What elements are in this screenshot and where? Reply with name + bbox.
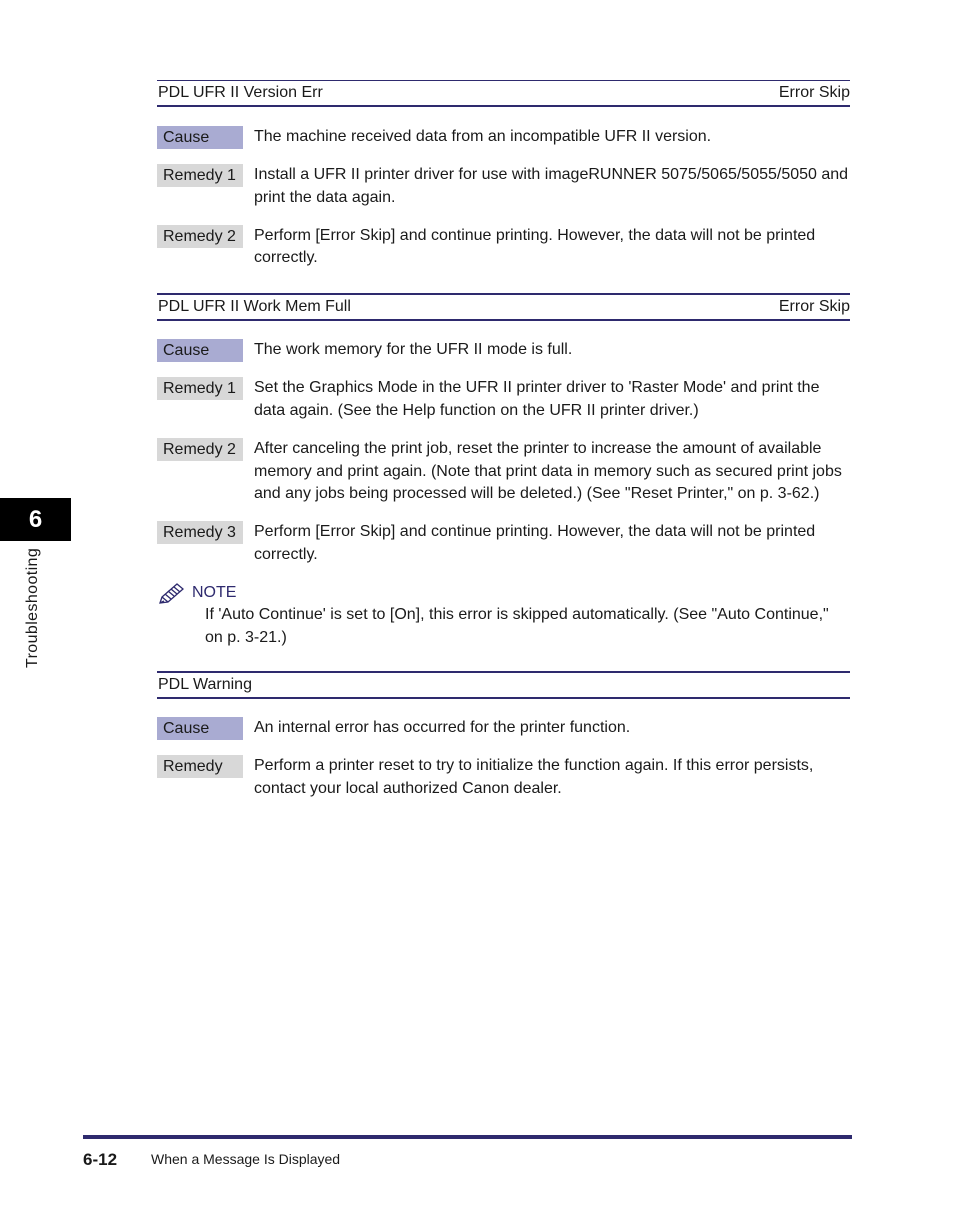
note-block (157, 581, 850, 650)
cause-label: Cause (157, 339, 243, 362)
chapter-label: Troubleshooting (24, 547, 41, 668)
section-action: Error Skip (778, 84, 850, 101)
section-pdl-warning (157, 671, 850, 801)
page-number: 6-12 (83, 1150, 118, 1169)
remedy-text: Perform [Error Skip] and continue printing. However, the data will not be printed correctly. (254, 523, 816, 563)
remedy-row (157, 438, 850, 506)
footer-title: When a Message Is Displayed (151, 1151, 341, 1167)
cause-text: An internal error has occurred for the printer function. (254, 719, 631, 737)
remedy-row (157, 521, 850, 567)
remedy-label: Remedy 1 (157, 377, 243, 400)
cause-text: The machine received data from an incompatible UFR II version. (254, 128, 712, 145)
cause-row (157, 126, 850, 149)
section-header (157, 671, 850, 699)
section-header (157, 80, 850, 107)
remedy-label: Remedy (157, 755, 243, 778)
cause-row (157, 339, 850, 362)
remedy-label: Remedy 2 (157, 438, 243, 461)
remedy-text: Set the Graphics Mode in the UFR II printer driver to 'Raster Mode' and print the data again. (See the Help function on the UFR II printer driver.) (254, 379, 820, 419)
section-title: PDL UFR II Work Mem Full (158, 298, 351, 316)
note-text: If 'Auto Continue' is set to [On], this error is skipped automatically. (See "Auto Continue," on p. 3-21.) (205, 605, 829, 646)
note-title: NOTE (192, 583, 237, 601)
section-work-mem-full (157, 293, 850, 649)
remedy-row (157, 755, 850, 801)
remedy-row (157, 377, 850, 423)
remedy-label: Remedy 2 (157, 225, 243, 248)
remedy-label: Remedy 3 (157, 521, 243, 544)
remedy-label: Remedy 1 (157, 164, 243, 187)
cause-label: Cause (157, 717, 243, 740)
remedy-text: After canceling the print job, reset the printer to increase the amount of available memory and print again. (Note that print data in memory such as secured print jobs and any jobs being processed will be deleted.) (See "Reset Printer," on p. 3-62.) (254, 439, 842, 503)
remedy-row (157, 225, 850, 271)
cause-label: Cause (157, 126, 243, 149)
cause-row (157, 717, 850, 740)
section-header (157, 293, 850, 321)
cause-text: The work memory for the UFR II mode is full. (254, 341, 573, 359)
main-content (157, 80, 850, 816)
chapter-number-tab: 6 (0, 498, 71, 541)
remedy-text: Perform [Error Skip] and continue printing. However, the data will not be printed correctly. (254, 226, 816, 267)
footer-rule (83, 1135, 852, 1139)
section-version-err (157, 80, 850, 270)
section-title: PDL Warning (158, 676, 252, 694)
remedy-text: Install a UFR II printer driver for use with imageRUNNER 5075/5065/5055/5050 and print the data again. (254, 166, 849, 206)
section-title: PDL UFR II Version Err (158, 84, 323, 101)
remedy-text: Perform a printer reset to try to initialize the function again. If this error persists, contact your local authorized Canon dealer. (254, 757, 814, 798)
section-action: Error Skip (778, 298, 850, 316)
remedy-row (157, 164, 850, 210)
